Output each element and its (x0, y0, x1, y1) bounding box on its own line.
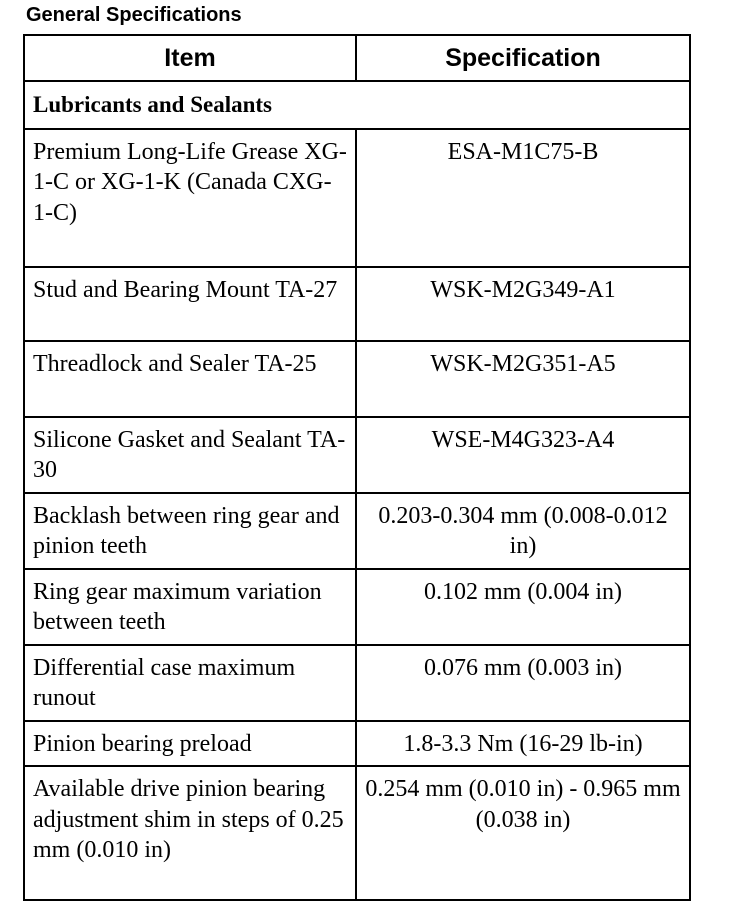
table-row (24, 721, 690, 767)
spec-cell: ESA-M1C75-B (356, 129, 690, 267)
item-cell: Threadlock and Sealer TA-25 (24, 341, 356, 417)
item-cell: Pinion bearing preload (24, 721, 356, 767)
spec-cell: WSK-M2G349-A1 (356, 267, 690, 341)
item-cell: Differential case maximum runout (24, 645, 356, 721)
item-cell: Available drive pinion bearing adjustment shim in steps of 0.25 mm (0.010 in) (24, 766, 356, 900)
table-row (24, 493, 690, 569)
item-cell: Premium Long-Life Grease XG-1-C or XG-1-K (Canada CXG-1-C) (24, 129, 356, 267)
section-heading: Lubricants and Sealants (24, 81, 690, 129)
header-specification: Specification (356, 35, 690, 81)
table-row (24, 766, 690, 900)
table-row (24, 645, 690, 721)
page-title: General Specifications (26, 4, 242, 26)
spec-cell: 0.254 mm (0.010 in) - 0.965 mm (0.038 in) (356, 766, 690, 900)
table-row (24, 569, 690, 645)
spec-cell: 0.102 mm (0.004 in) (356, 569, 690, 645)
spec-cell: WSK-M2G351-A5 (356, 341, 690, 417)
spec-cell: 0.203-0.304 mm (0.008-0.012 in) (356, 493, 690, 569)
item-cell: Backlash between ring gear and pinion teeth (24, 493, 356, 569)
spec-cell: 1.8-3.3 Nm (16-29 lb-in) (356, 721, 690, 767)
item-cell: Stud and Bearing Mount TA-27 (24, 267, 356, 341)
table-row (24, 267, 690, 341)
table-row (24, 129, 690, 267)
specifications-table (23, 34, 691, 901)
spec-cell: 0.076 mm (0.003 in) (356, 645, 690, 721)
spec-cell: WSE-M4G323-A4 (356, 417, 690, 493)
header-item: Item (24, 35, 356, 81)
section-row (24, 81, 690, 129)
item-cell: Ring gear maximum variation between teeth (24, 569, 356, 645)
item-cell: Silicone Gasket and Sealant TA-30 (24, 417, 356, 493)
table-row (24, 417, 690, 493)
table-row (24, 341, 690, 417)
table-header-row (24, 35, 690, 81)
